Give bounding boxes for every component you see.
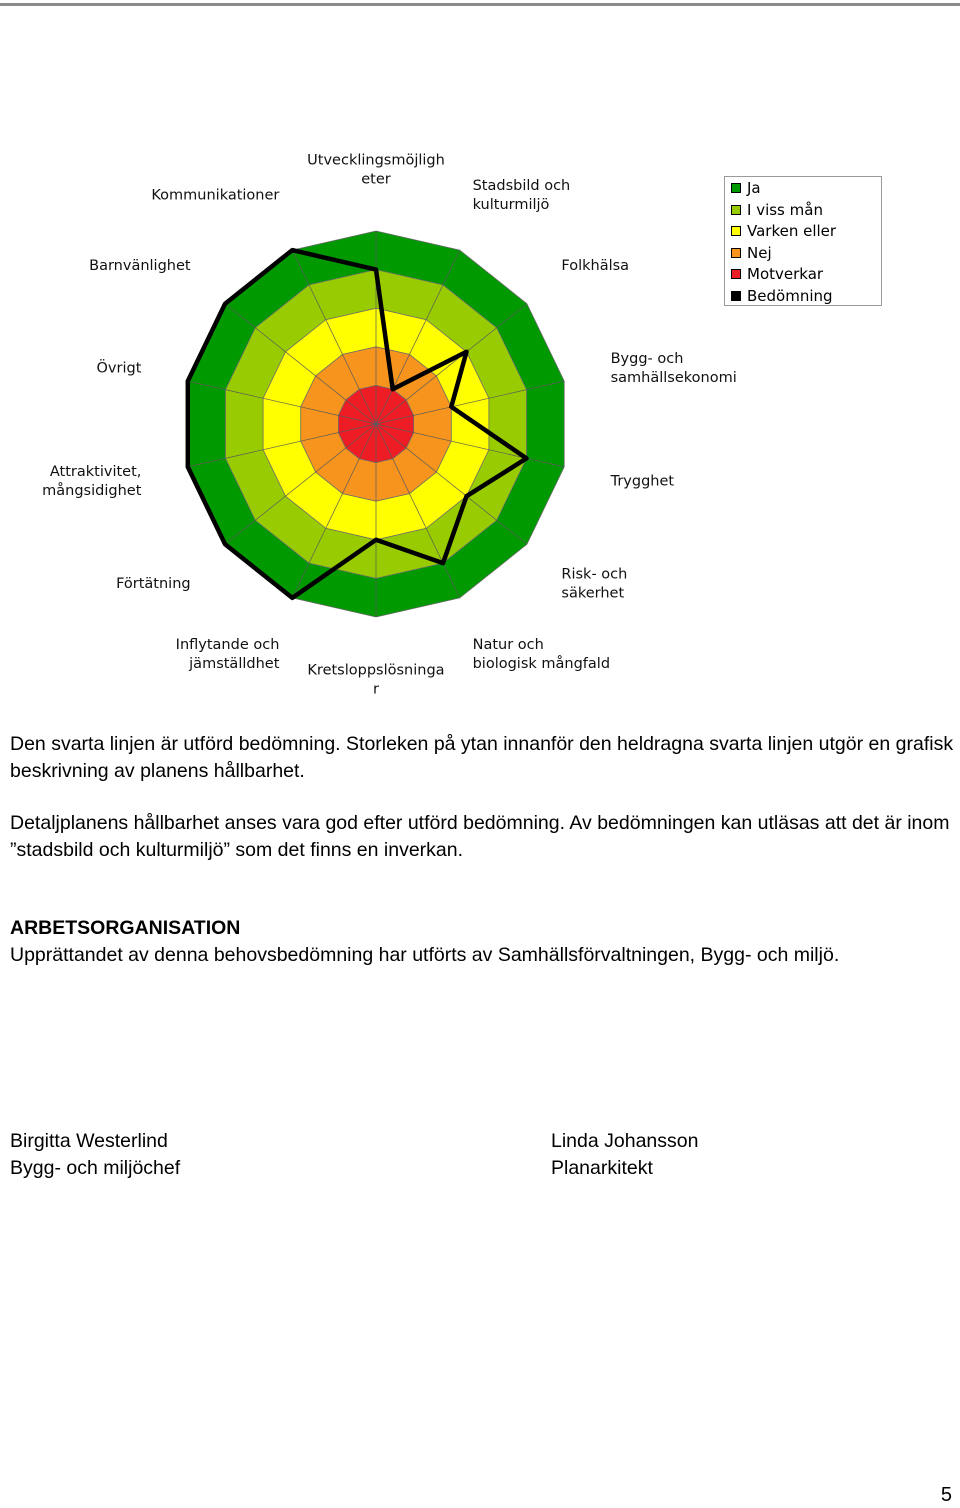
- axis-label-line: biologisk mångfald: [472, 656, 611, 673]
- legend-label: Bedömning: [747, 286, 833, 305]
- axis-label-line: Inflytande och: [175, 637, 280, 654]
- legend-item-motverkar: [747, 264, 881, 286]
- axis-label: [561, 567, 627, 602]
- legend-swatch: [731, 205, 741, 215]
- axis-label-line: Trygghet: [610, 473, 675, 490]
- axis-label-line: samhällsekonomi: [610, 369, 737, 386]
- axis-label-line: Utvecklingsmöjligh: [307, 152, 445, 169]
- signature-name: Linda Johansson: [551, 1130, 699, 1152]
- signature-left: [10, 1128, 180, 1181]
- axis-label: [307, 153, 445, 188]
- section-heading: ARBETSORGANISATION: [10, 917, 241, 939]
- axis-label: [307, 663, 444, 698]
- legend-label: Varken eller: [747, 222, 837, 241]
- organisation-paragraph: Upprättandet av denna behovsbedömning har utförts av Samhällsförvaltningen, Bygg- och miljö.: [10, 943, 840, 966]
- legend-item-i-viss-man: [747, 200, 881, 222]
- axis-label: [473, 178, 571, 213]
- legend-label: Motverkar: [747, 265, 824, 284]
- legend-swatch: [731, 183, 741, 193]
- legend-swatch: [731, 269, 741, 279]
- axis-label-line: Kommunikationer: [151, 187, 280, 204]
- axis-label: [176, 637, 280, 672]
- axis-label: [473, 637, 610, 672]
- axis-label-line: Kretsloppslösninga: [307, 662, 445, 679]
- axis-label: [561, 258, 629, 274]
- organisation-section: [10, 915, 955, 968]
- signature-right: [551, 1128, 698, 1181]
- signature-name: Birgitta Westerlind: [10, 1130, 168, 1152]
- signature-title: Planarkitekt: [551, 1156, 653, 1179]
- axis-label-line: Barnvänlighet: [89, 258, 191, 274]
- axis-label: [116, 576, 191, 592]
- axis-label-line: Risk- och: [561, 566, 628, 583]
- axis-label-line: kulturmiljö: [472, 196, 550, 213]
- axis-label: [97, 358, 142, 376]
- legend-label: Nej: [747, 243, 772, 262]
- chart-legend: [724, 176, 882, 306]
- radar-chart: [0, 0, 960, 700]
- axis-label: [89, 258, 191, 274]
- axis-label: [611, 351, 737, 386]
- assessment-paragraph: Detaljplanens hållbarhet anses vara god efter utförd bedömning. Av bedömningen kan utläsas att det är inom ”stadsbild och kulturmiljö” som det finns en inverkan.: [10, 812, 950, 861]
- legend-item-nej: [747, 243, 881, 265]
- page-number: 5: [940, 1484, 952, 1506]
- axis-label-line: mångsidighet: [42, 483, 142, 500]
- axis-label-line: Stadsbild och: [472, 177, 571, 194]
- legend-label: I viss mån: [747, 200, 823, 219]
- legend-swatch: [731, 248, 741, 258]
- legend-swatch: [731, 226, 741, 236]
- axis-label-line: r: [373, 681, 379, 698]
- axis-label-line: säkerhet: [561, 585, 625, 602]
- legend-item-varken-eller: [747, 221, 881, 243]
- axis-label: [42, 464, 142, 499]
- axis-label-line: Förtätning: [116, 576, 191, 592]
- axis-label: [151, 187, 279, 203]
- axis-label-line: jämställdhet: [189, 656, 280, 673]
- axis-label: [610, 474, 675, 490]
- description-paragraph: Den svarta linjen är utförd bedömning. Storleken på ytan innanför den heldragna svarta linjen utgör en grafisk beskrivning av planens hållbarhet.: [10, 733, 954, 782]
- axis-label-line: Övrigt: [96, 360, 142, 377]
- axis-label-line: Bygg- och: [610, 350, 684, 367]
- axis-label-line: eter: [361, 171, 391, 188]
- axis-label-line: Natur och: [472, 637, 544, 654]
- legend-item-bedomning: [747, 286, 881, 308]
- legend-label: Ja: [747, 179, 761, 197]
- axis-label-line: Folkhälsa: [561, 258, 630, 274]
- axis-label-line: Attraktivitet,: [49, 464, 142, 481]
- legend-item-ja: [747, 178, 881, 200]
- legend-swatch: [731, 291, 741, 301]
- signature-title: Bygg- och miljöchef: [10, 1156, 181, 1179]
